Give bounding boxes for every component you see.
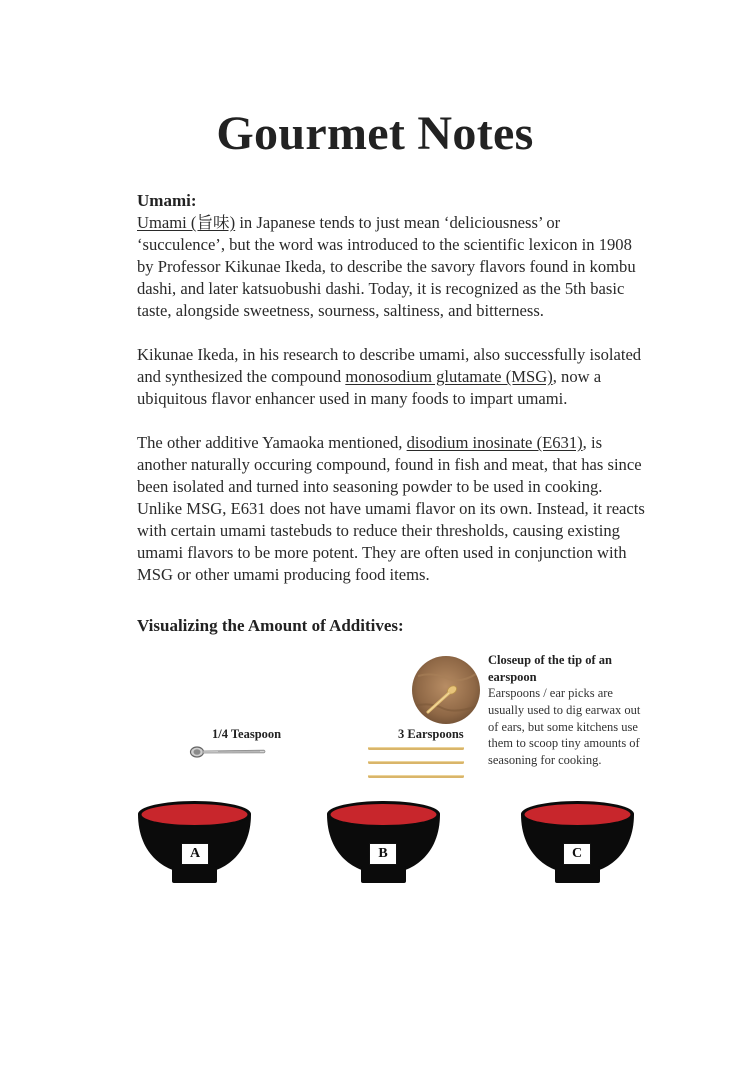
msg-link[interactable]: monosodium glutamate (MSG): [345, 367, 553, 386]
umami-paragraph-1: [137, 212, 647, 322]
visualizing-heading: Visualizing the Amount of Additives:: [137, 616, 404, 635]
e631-link[interactable]: disodium inosinate (E631): [406, 433, 583, 452]
umami-p2-before: Kikunae Ikeda, in his research to describe umami, also successfully isolated and synthesized the compound: [137, 345, 642, 386]
closeup-title: Closeup of the tip of an earspoon: [488, 653, 612, 684]
umami-p3-after: , is another naturally occuring compound, found in fish and meat, that has since been isolated and turned into seasoning powder to be used in cooking. Unlike MSG, E631 does not have umami flavor on its own. Instead, it reacts with certain umami tastebuds to reduce their thresholds, causing existing umami flavors to be more potent. They are often used in conjunction with MSG or other umami producing food items.: [137, 433, 645, 584]
earspoon-2: [368, 761, 464, 764]
umami-p1-text: in Japanese tends to just mean ‘deliciousness’ or ‘succulence’, but the word was introduced to the scientific lexicon in 1908 by Professor Kikunae Ikeda, to describe the savory flavors found in kombu dashi, and later katsuobushi dashi. Today, it is recognized as the 5th basic taste, alongside sweetness, sourness, saltiness, and bitterness.: [137, 213, 636, 320]
bowl-a-label: A: [181, 843, 209, 865]
page-title: Gourmet Notes: [216, 107, 534, 160]
earspoon-3: [368, 775, 464, 778]
umami-paragraph-3: [137, 432, 647, 586]
earspoons-icon: [366, 744, 468, 784]
bowl-b-label: B: [369, 843, 397, 865]
earspoons-label: 3 Earspoons: [398, 727, 464, 741]
umami-paragraph-2: [137, 344, 647, 410]
umami-section: [137, 190, 647, 586]
umami-heading: Umami:: [137, 191, 197, 210]
earspoon-closeup-image: [412, 656, 480, 724]
umami-link[interactable]: Umami (旨味): [137, 213, 236, 232]
umami-p2-after: , now a ubiquitous flavor enhancer used in many foods to impart umami.: [137, 367, 602, 408]
earspoon-1: [368, 747, 464, 750]
bowl-c-label: C: [563, 843, 591, 865]
umami-p3-before: The other additive Yamaoka mentioned,: [137, 433, 407, 452]
closeup-description: Earspoons / ear picks are usually used to dig earwax out of ears, but some kitchens use them to scoop tiny amounts of seasoning for cooking.: [488, 686, 641, 768]
teaspoon-label: 1/4 Teaspoon: [212, 727, 282, 741]
teaspoon-icon: [188, 744, 268, 760]
